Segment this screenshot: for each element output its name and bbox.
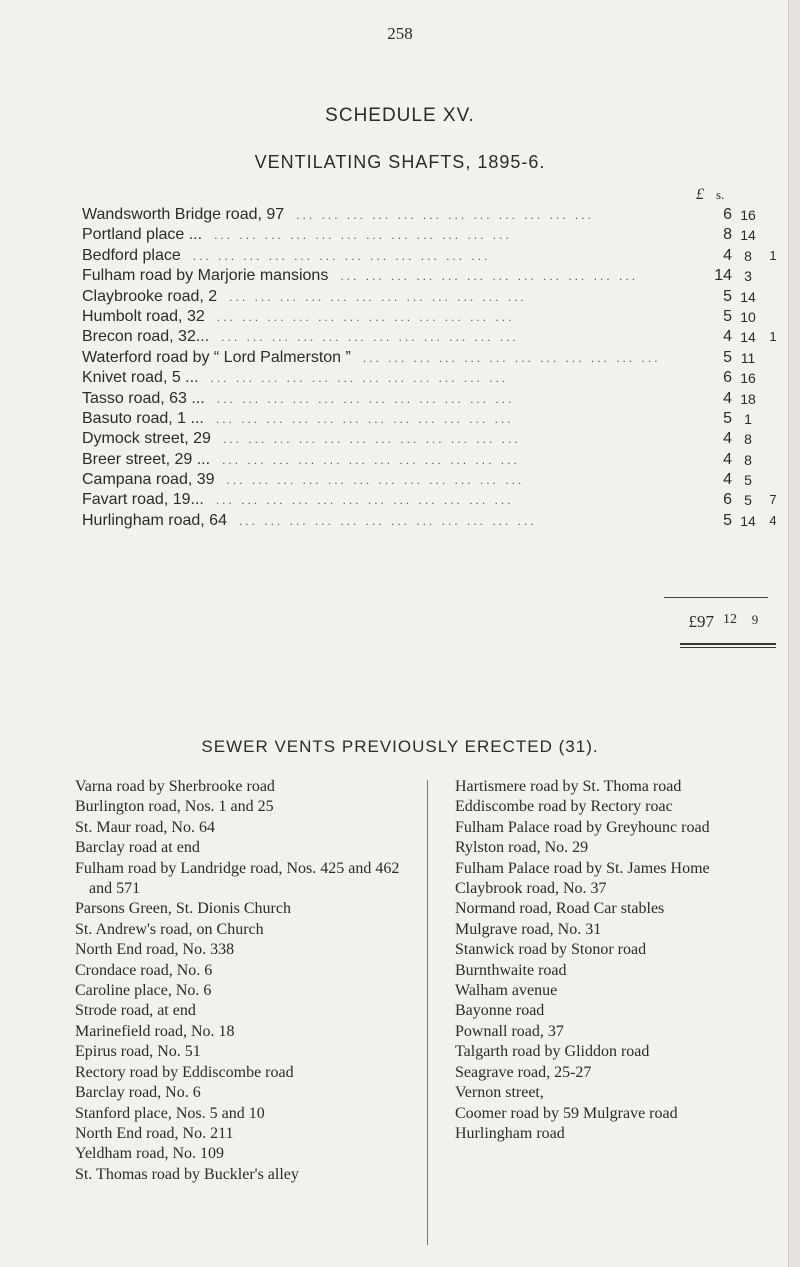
shaft-pence: 1 (769, 247, 777, 263)
vent-item: Coomer road by 59 Mulgrave road (455, 1104, 678, 1122)
shaft-name: Portland place ... (82, 226, 203, 244)
shaft-name: Basuto road, 1 ... (82, 409, 204, 427)
vent-item: Yeldham road, No. 109 (75, 1145, 225, 1163)
section-title: VENTILATING SHAFTS, 1895-6. (254, 152, 546, 172)
shaft-name: Wandsworth Bridge road, 97 (82, 206, 285, 223)
vent-item: Barclay road, No. 6 (75, 1084, 201, 1102)
pounds-header: £ (696, 186, 704, 203)
vent-item: Caroline place, No. 6 (75, 982, 212, 1000)
shaft-row (82, 225, 782, 245)
shaft-shillings: 5 (744, 492, 752, 509)
vent-item: Pownall road, 37 (455, 1022, 564, 1040)
leader-dots: ... ... ... ... ... ... ... ... ... ... ... ... (216, 391, 515, 406)
shaft-pounds: 4 (723, 450, 732, 468)
vent-item: Varna road by Sherbrooke road (75, 778, 275, 795)
shaft-pence (764, 225, 782, 245)
shaft-row (82, 368, 782, 388)
shaft-shillings: 14 (740, 288, 756, 305)
vent-item: Burlington road, Nos. 1 and 25 (75, 798, 274, 816)
page-number: 258 (387, 24, 413, 43)
shaft-name: Dymock street, 29 (82, 430, 211, 448)
shaft-pounds: 5 (723, 307, 732, 325)
shaft-shillings: 16 (740, 370, 756, 387)
shaft-row (82, 246, 782, 266)
vent-item: North End road, No. 338 (75, 941, 235, 959)
vent-item: Bayonne road (455, 1002, 545, 1020)
shaft-shillings: 5 (744, 472, 752, 489)
leader-dots: ... ... ... ... ... ... ... ... ... ... ... ... (222, 452, 520, 467)
leader-dots: ... ... ... ... ... ... ... ... ... ... ... ... (216, 309, 515, 324)
shaft-pence (764, 409, 782, 429)
shaft-pence (764, 348, 782, 368)
leader-dots: ... ... ... ... ... ... ... ... ... ... ... ... (340, 269, 639, 284)
vent-item: Walham avenue (455, 982, 558, 1000)
shaft-pounds: 5 (723, 409, 732, 427)
leader-dots: ... ... ... ... ... ... ... ... ... ... ... ... (215, 411, 514, 426)
shaft-pence (764, 266, 782, 286)
vent-item: Marinefield road, No. 18 (75, 1022, 235, 1040)
shaft-pounds: 5 (723, 348, 732, 366)
shaft-shillings: 8 (744, 451, 752, 468)
shaft-name: Brecon road, 32... (82, 328, 210, 346)
vents-right-column (455, 777, 775, 1144)
vent-item: Seagrave road, 25-27 (455, 1063, 592, 1081)
shaft-name: Tasso road, 63 ... (82, 389, 205, 407)
shaft-pence (764, 389, 782, 409)
shaft-shillings: 14 (740, 227, 756, 244)
shaft-shillings: 16 (740, 207, 756, 223)
shaft-pence (764, 307, 782, 327)
shaft-row (82, 490, 782, 510)
vents-left-column (75, 777, 415, 1185)
vent-item: Hurlingham road (455, 1124, 565, 1142)
shaft-shillings: 10 (740, 308, 756, 325)
vent-item: Talgarth road by Gliddon road (455, 1043, 650, 1061)
vent-item: Normand road, Road Car stables (455, 900, 665, 918)
shaft-row (82, 287, 782, 307)
vent-item: Parsons Green, St. Dionis Church (75, 900, 291, 918)
leader-dots: ... ... ... ... ... ... ... ... ... ... ... ... (226, 473, 525, 488)
vent-item: Fulham Palace road by Greyhounc road (455, 818, 710, 836)
leader-dots: ... ... ... ... ... ... ... ... ... ... ... ... (215, 493, 514, 508)
shaft-name: Favart road, 19... (82, 491, 204, 509)
leader-dots: ... ... ... ... ... ... ... ... ... ... ... ... (229, 289, 527, 304)
total-shillings: 12 (723, 612, 737, 627)
shaft-pence: 1 (769, 329, 777, 345)
shaft-row (82, 470, 782, 490)
sum-rule (664, 597, 768, 598)
ventilating-shafts-table (82, 205, 782, 531)
shaft-pence (764, 450, 782, 470)
vents-title: SEWER VENTS PREVIOUSLY ERECTED (31). (201, 737, 599, 756)
shaft-row (82, 511, 782, 531)
shaft-pounds: 6 (723, 369, 732, 387)
shaft-shillings: 1 (744, 410, 752, 427)
total-pounds: £97 (688, 612, 714, 631)
shaft-name: Claybrooke road, 2 (82, 287, 218, 305)
shaft-name: Knivet road, 5 ... (82, 369, 199, 387)
vent-item: St. Andrew's road, on Church (75, 920, 264, 938)
total-double-rule-lower (680, 647, 776, 648)
vent-item: Fulham road by Landridge road, Nos. 425 and 462 and 571 (75, 859, 400, 898)
shaft-pence (764, 205, 782, 225)
shaft-row (82, 266, 782, 286)
shaft-pounds: 4 (723, 246, 732, 264)
shaft-pounds: 8 (723, 226, 732, 244)
shaft-row (82, 389, 782, 409)
vent-item: Fulham Palace road by St. James Home (455, 859, 710, 877)
total-pence: 9 (751, 612, 759, 627)
vent-item: Rylston road, No. 29 (455, 839, 589, 857)
leader-dots: ... ... ... ... ... ... ... ... ... ... ... ... (210, 371, 509, 386)
shaft-pence (764, 429, 782, 449)
vent-item: Stanford place, Nos. 5 and 10 (75, 1104, 265, 1122)
vent-item: Vernon street, (455, 1084, 544, 1102)
vent-item: Strode road, at end (75, 1002, 196, 1020)
vent-item: St. Thomas road by Buckler's alley (75, 1165, 299, 1183)
shaft-row (82, 409, 782, 429)
vent-item: Mulgrave road, No. 31 (455, 920, 602, 938)
shaft-shillings: 8 (744, 431, 752, 448)
leader-dots: ... ... ... ... ... ... ... ... ... ... ... ... (362, 350, 661, 365)
schedule-title: SCHEDULE XV. (325, 105, 475, 126)
shaft-row (82, 307, 782, 327)
shaft-pence (764, 368, 782, 388)
shaft-pounds: 4 (723, 389, 732, 407)
currency-header (674, 186, 756, 204)
vent-item: Hartismere road by St. Thoma road (455, 778, 682, 795)
shaft-pounds: 5 (723, 511, 732, 529)
shaft-name: Breer street, 29 ... (82, 450, 211, 468)
leader-dots: ... ... ... ... ... ... ... ... ... ... ... ... (296, 208, 594, 222)
shaft-pence: 4 (769, 512, 777, 528)
vent-item: Eddiscombe road by Rectory roac (455, 798, 673, 816)
leader-dots: ... ... ... ... ... ... ... ... ... ... ... ... (192, 248, 491, 263)
leader-dots: ... ... ... ... ... ... ... ... ... ... ... ... (214, 228, 512, 243)
shaft-shillings: 11 (740, 349, 756, 366)
shaft-name: Humbolt road, 32 (82, 307, 205, 325)
leader-dots: ... ... ... ... ... ... ... ... ... ... ... ... (222, 432, 521, 447)
shaft-pence (764, 287, 782, 307)
shaft-pounds: 14 (714, 267, 732, 285)
leader-dots: ... ... ... ... ... ... ... ... ... ... ... ... (221, 330, 519, 345)
vent-item: Crondace road, No. 6 (75, 961, 213, 979)
shaft-pence (764, 470, 782, 490)
column-divider (427, 780, 428, 1245)
shaft-row (82, 450, 782, 470)
shaft-shillings: 8 (744, 247, 752, 264)
shaft-name: Waterford road by “ Lord Palmerston ” (82, 348, 351, 366)
shaft-pence: 7 (769, 492, 777, 508)
vent-item: Epirus road, No. 51 (75, 1043, 201, 1061)
shaft-row (82, 205, 782, 225)
shaft-row (82, 348, 782, 368)
shaft-name: Campana road, 39 (82, 471, 215, 489)
shaft-name: Hurlingham road, 64 (82, 511, 227, 529)
vent-item: Burnthwaite road (455, 961, 567, 979)
shaft-shillings: 18 (740, 390, 756, 407)
total-double-rule (680, 643, 776, 645)
shaft-name: Fulham road by Marjorie mansions (82, 267, 329, 285)
shaft-row (82, 429, 782, 449)
shaft-pounds: 4 (723, 430, 732, 448)
shillings-header: s. (716, 187, 725, 202)
shaft-pounds: 4 (723, 328, 732, 346)
shaft-pounds: 4 (723, 471, 732, 489)
leader-dots: ... ... ... ... ... ... ... ... ... ... ... ... (238, 513, 537, 528)
vent-item: North End road, No. 211 (75, 1124, 234, 1142)
vent-item: Claybrook road, No. 37 (455, 880, 607, 898)
shaft-pounds: 5 (723, 287, 732, 305)
shaft-name: Bedford place (82, 246, 181, 264)
page-edge (788, 0, 800, 1267)
shaft-shillings: 14 (740, 512, 756, 529)
shaft-pounds: 6 (723, 206, 732, 223)
shaft-pounds: 6 (723, 491, 732, 509)
vent-item: St. Maur road, No. 64 (75, 818, 215, 836)
shaft-shillings: 14 (740, 329, 756, 346)
shaft-row (82, 327, 782, 347)
total-row (674, 612, 764, 632)
vent-item: Rectory road by Eddiscombe road (75, 1063, 294, 1081)
vent-item: Barclay road at end (75, 839, 200, 857)
shaft-shillings: 3 (744, 268, 752, 285)
vent-item: Stanwick road by Stonor road (455, 941, 647, 959)
